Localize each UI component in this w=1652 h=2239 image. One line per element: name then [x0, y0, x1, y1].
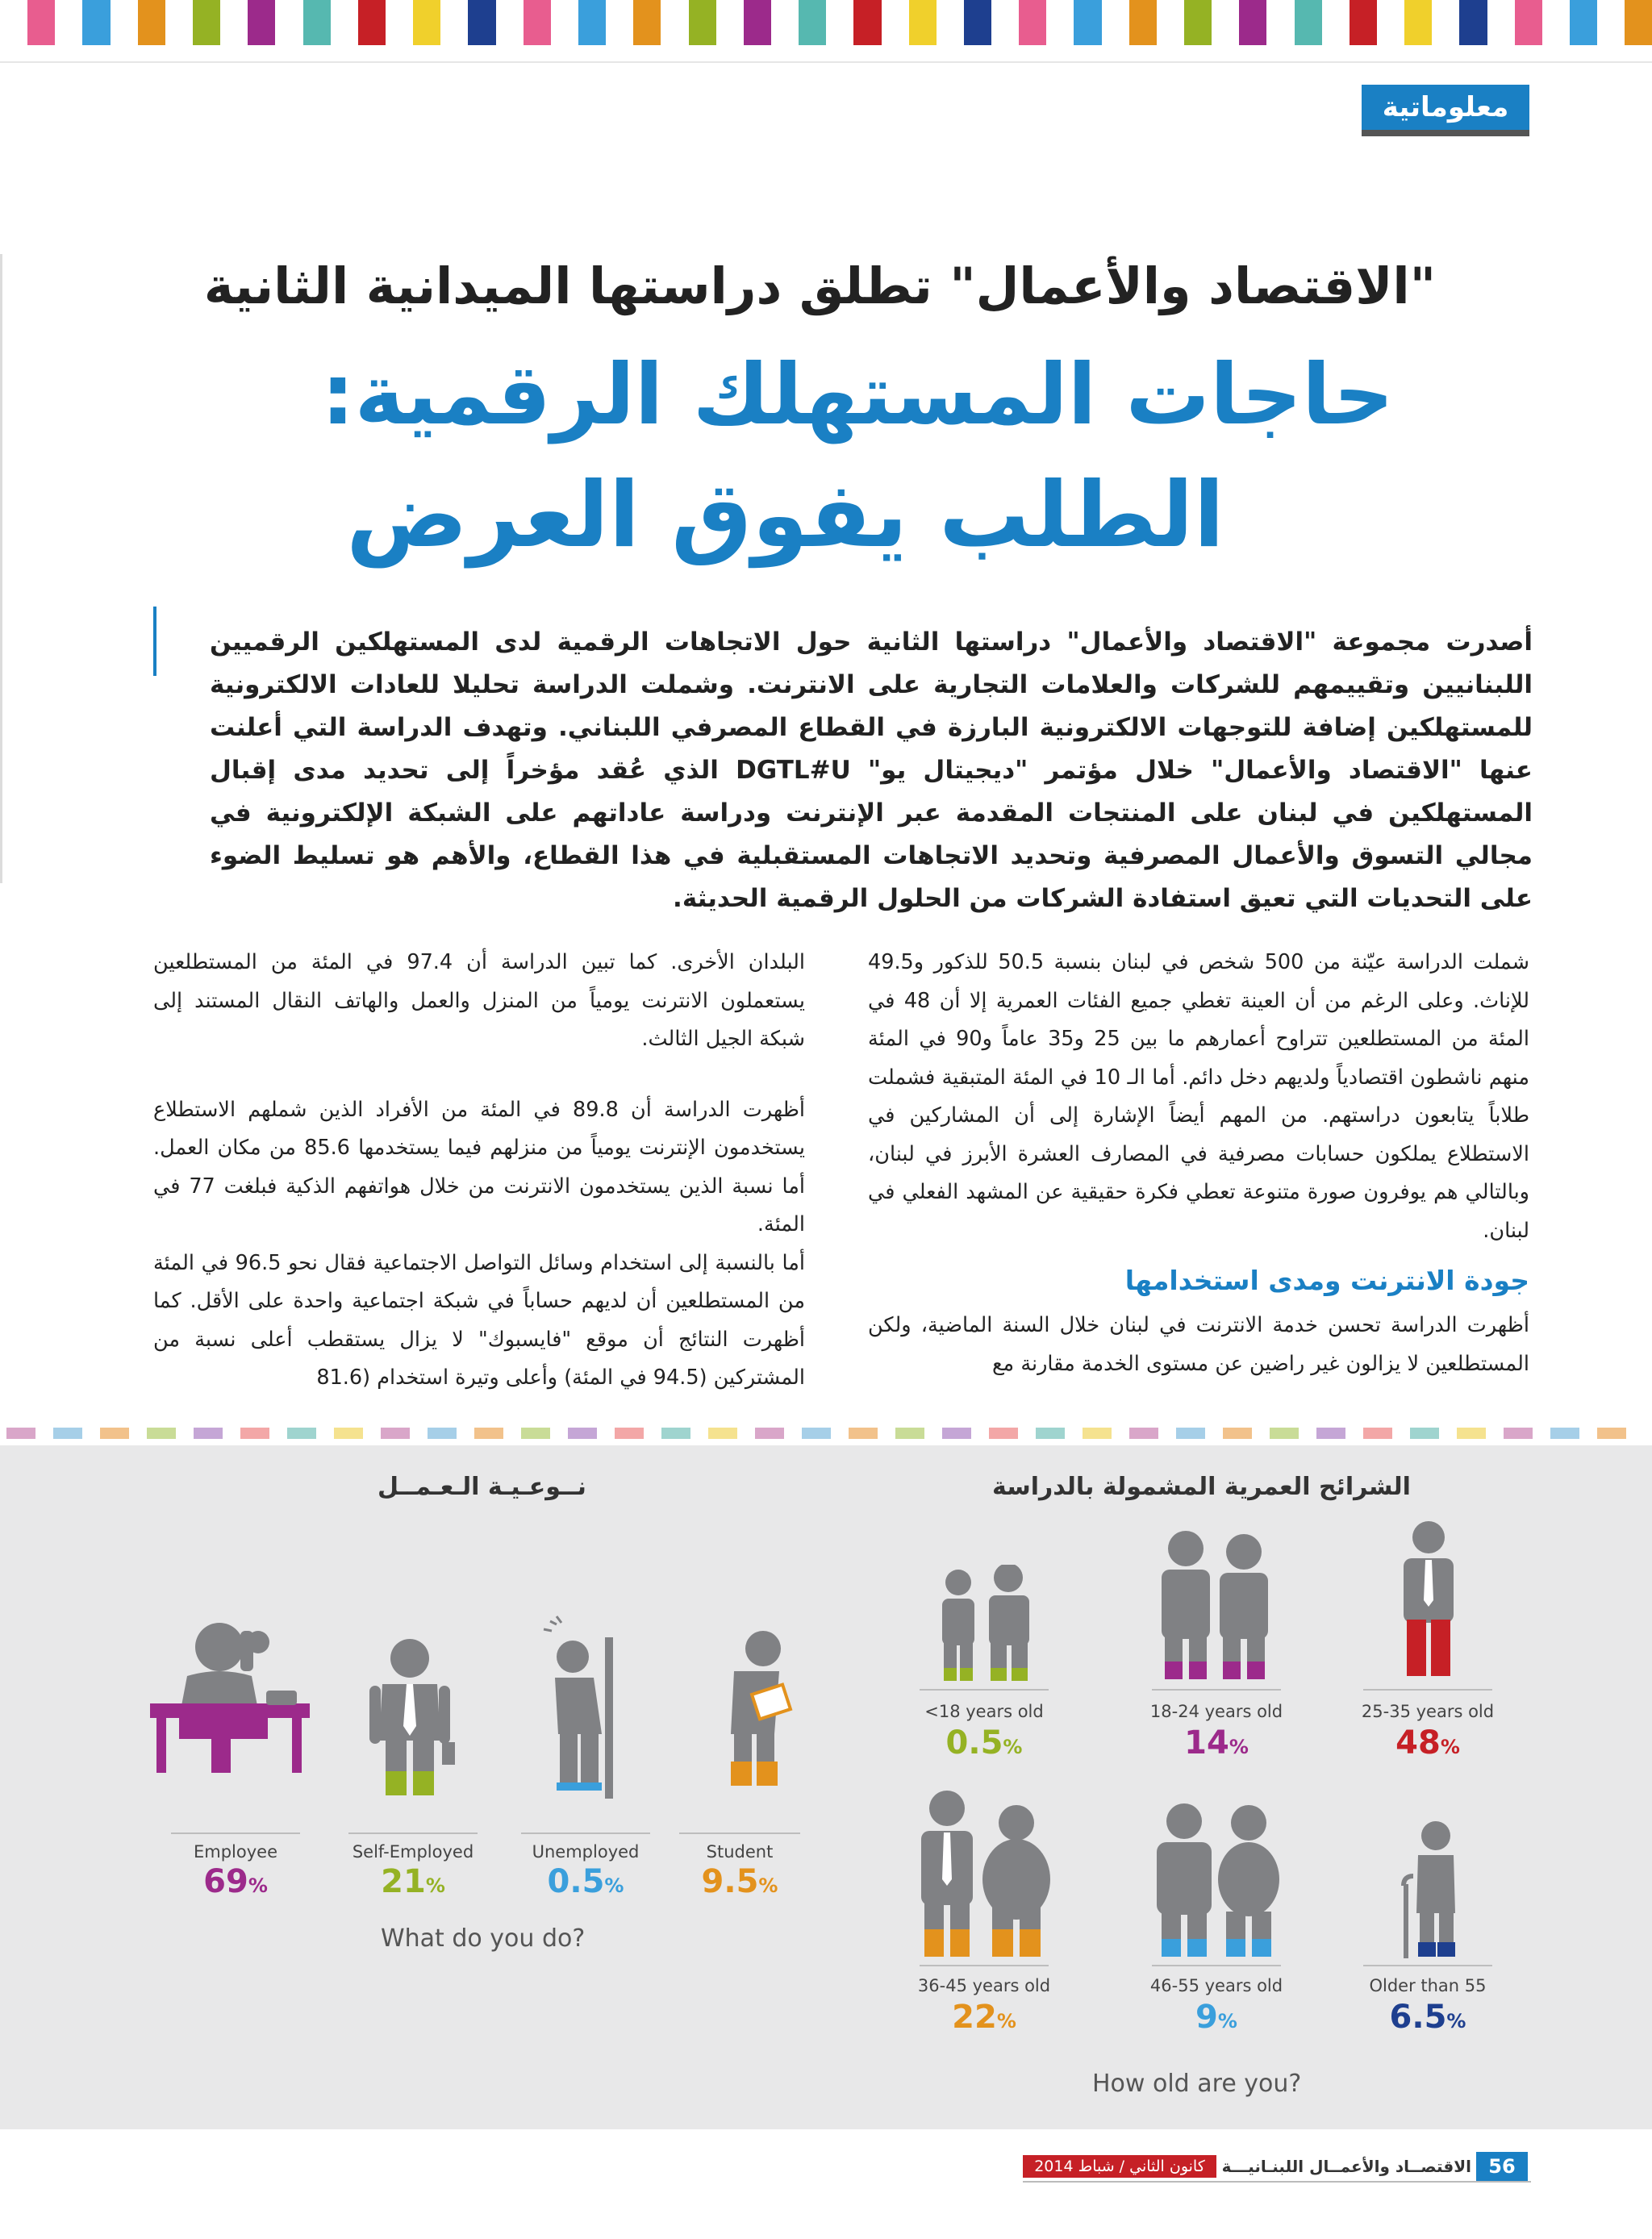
stripe-segment	[1377, 0, 1404, 45]
dash-segment	[1316, 1428, 1345, 1439]
stripe-segment	[853, 0, 881, 45]
figure-baseline	[1152, 1965, 1281, 1966]
stripe-segment	[606, 0, 633, 45]
top-color-stripe	[0, 0, 1652, 45]
work-value-student: 9.5%	[701, 1863, 778, 1900]
paragraph: أظهرت الدراسة أن 89.8 في المئة من الأفراد الذين شملهم الاستطلاع يستخدمون الإنترنت يومياً من منزلهم فيما يستخدمها 85.6 من مكان العمل. أما نسبة الذين يستخدمون الانترنت من خلال هواتفهم الذكية فبلغت 77 في المئة.	[153, 1097, 806, 1236]
dash-segment	[1176, 1428, 1205, 1439]
age-value-36-45: 22%	[952, 1999, 1016, 2036]
older-adults-icon	[1149, 1802, 1286, 1960]
stripe-segment	[82, 0, 110, 45]
work-type-title: نــوعـيـة الـعـمــل	[378, 1473, 586, 1501]
stripe-segment	[909, 0, 937, 45]
stripe-segment	[1404, 0, 1432, 45]
stripe-segment	[1019, 0, 1046, 45]
stripe-segment	[1459, 0, 1487, 45]
dash-segment	[100, 1428, 129, 1439]
dash-segment	[1457, 1428, 1486, 1439]
dash-segment	[1129, 1428, 1158, 1439]
stripe-segment	[716, 0, 744, 45]
dash-segment	[615, 1428, 644, 1439]
dash-segment	[334, 1428, 363, 1439]
article-lead: أصدرت مجموعة "الاقتصاد والأعمال" دراستها الثانية حول الاتجاهات الرقمية لدى المستهلكين الرقميين اللبنانيين وتقييمهم للشركات والعلامات التجارية على الانترنت. وشملت الدراسة تحليلا للعادات الالكترونية للمستهلكين إضافة للتوجهات الالكترونية البارزة في القطاع المصرفي اللبناني. وتهدف الدراسة التي أعلنت عنها "الاقتصاد والأعمال" خلال مؤتمر "ديجيتال يو" DGTL#U الذي عُقد مؤخراً إلى تحديد مدى إقبال المستهلكين في لبنان على المنتجات المقدمة عبر الإنترنت ودراسة عاداتهم على الشبكة الإلكترونية في مجالي التسوق والأعمال المصرفية وتحديد الاتجاهات المستقبلية في هذا القطاع، والأهم هو تسليط الضوء على التحديات التي تعيق استفادة الشركات من الحلول الرقمية الحديثة.	[210, 628, 1533, 913]
stripe-segment	[248, 0, 275, 45]
dash-segment	[942, 1428, 971, 1439]
stripe-segment	[386, 0, 413, 45]
badge-underline	[1362, 130, 1529, 136]
dash-segment	[661, 1428, 690, 1439]
adult-icon	[1392, 1520, 1465, 1681]
dash-segment	[755, 1428, 784, 1439]
stripe-segment	[220, 0, 248, 45]
student-icon	[710, 1629, 799, 1791]
stripe-segment	[1266, 0, 1294, 45]
work-label-employee: Employee	[193, 1842, 277, 1862]
work-value-self-employed: 21%	[381, 1863, 445, 1900]
stripe-segment	[937, 0, 964, 45]
dash-segment	[428, 1428, 457, 1439]
paragraph: أما بالنسبة إلى استخدام وسائل التواصل الاجتماعية فقال نحو 96.5 في المئة من المستطلعين أن لديهم حساباً في شبكة اجتماعية واحدة على الأقل. كما أظهرت النتائج أن موقع "فايسبوك" لا يزال يستقطب أعلى نسبة من المشتركين (94.5 في المئة) وأعلى وتيرة استخدام (81.6	[153, 1250, 805, 1390]
article-title-line2: الطلب يفوق العرض	[346, 463, 1224, 568]
dash-segment	[1410, 1428, 1439, 1439]
stripe-segment	[799, 0, 826, 45]
dash-segment	[568, 1428, 597, 1439]
work-type-question: What do you do?	[381, 1924, 586, 1953]
dash-segment	[147, 1428, 176, 1439]
page-number: 56	[1476, 2152, 1528, 2181]
work-label-student: Student	[706, 1842, 774, 1862]
dash-segment	[6, 1428, 35, 1439]
margin-rule	[0, 254, 2, 883]
stripe-segment	[1542, 0, 1570, 45]
dash-segment	[1270, 1428, 1299, 1439]
stripe-segment	[1212, 0, 1239, 45]
dash-segment	[1083, 1428, 1112, 1439]
age-label-25-35: 25-35 years old	[1361, 1702, 1495, 1721]
stripe-segment	[1487, 0, 1515, 45]
stripe-segment	[193, 0, 220, 45]
stripe-segment	[27, 0, 55, 45]
stripe-segment	[882, 0, 909, 45]
body-column-left	[153, 944, 805, 1398]
stripe-segment	[303, 0, 331, 45]
age-question: How old are you?	[1092, 2070, 1302, 2098]
paragraph: شملت الدراسة عيّنة من 500 شخص في لبنان بنسبة 50.5 للذكور و49.5 للإناث. وعلى الرغم من أن العينة تغطي جميع الفئات العمرية إلا أن 48 في المئة من المستطلعين تتراوح أعمارهم ما بين 25 و35 عاماً و90 في المئة منهم ناشطون اقتصادياً ولديهم دخل دائم. أما الـ 10 في المئة المتبقية فشملت طلاباً يتابعون دراستهم. من المهم أيضاً الإشارة إلى أن المشاركين في الاستطلاع يملكون حسابات مصرفية في المصارف العشرة الأبرز في لبنان، وبالتالي هم يوفرون صورة متنوعة تعطي فكرة حقيقية عن المشهد الفعلي في لبنان.	[868, 950, 1529, 1243]
stripe-segment	[1239, 0, 1266, 45]
stripe-segment	[468, 0, 495, 45]
stripe-segment	[1432, 0, 1459, 45]
dash-segment	[194, 1428, 223, 1439]
stripe-segment	[275, 0, 302, 45]
stripe-segment	[578, 0, 606, 45]
dash-segment	[53, 1428, 82, 1439]
article-title-line1: حاجات المستهلك الرقمية:	[321, 345, 1394, 444]
work-value-employee: 69%	[203, 1863, 268, 1900]
employee-icon	[145, 1613, 315, 1782]
work-label-self-employed: Self-Employed	[352, 1842, 474, 1862]
figure-baseline	[679, 1832, 800, 1834]
paragraph: أظهرت الدراسة تحسن خدمة الانترنت في لبنان خلال السنة الماضية، ولكن المستطلعين لا يزالون غير راضين عن مستوى الخدمة مقارنة مع	[868, 1313, 1529, 1376]
age-value-over-55: 6.5%	[1389, 1999, 1466, 2036]
age-value-18-24: 14%	[1184, 1724, 1249, 1762]
age-label-46-55: 46-55 years old	[1149, 1976, 1283, 1995]
figure-baseline	[920, 1965, 1049, 1966]
paragraph: البلدان الأخرى. كما تبين الدراسة أن 97.4 في المئة من المستطلعين يستعملون الانترنت يومياً من المنزل والعمل والهاتف النقال المستند إلى شبكة الجيل الثالث.	[153, 950, 805, 1051]
stripe-segment	[111, 0, 138, 45]
stripe-segment	[1625, 0, 1652, 45]
stripe-segment	[331, 0, 358, 45]
self-employed-icon	[361, 1637, 458, 1799]
dash-segment	[895, 1428, 924, 1439]
dash-segment	[1597, 1428, 1626, 1439]
stripe-segment	[1157, 0, 1184, 45]
stripe-segment	[1184, 0, 1212, 45]
unemployed-icon	[532, 1613, 629, 1799]
stripe-segment	[358, 0, 386, 45]
stripe-segment	[1597, 0, 1625, 45]
dash-segment	[1550, 1428, 1579, 1439]
stripe-segment	[633, 0, 661, 45]
dash-segment	[1363, 1428, 1392, 1439]
stripe-segment	[1046, 0, 1074, 45]
age-value-under-18: 0.5%	[945, 1724, 1023, 1762]
age-label-over-55: Older than 55	[1369, 1976, 1487, 1995]
stripe-segment	[165, 0, 193, 45]
stripe-segment	[991, 0, 1019, 45]
issue-date: كانون الثاني / شباط 2014	[1023, 2155, 1216, 2178]
dash-segment	[989, 1428, 1018, 1439]
body-column-right-continued	[868, 1307, 1529, 1416]
work-label-unemployed: Unemployed	[532, 1842, 640, 1862]
stripe-segment	[1074, 0, 1101, 45]
stripe-segment	[1102, 0, 1129, 45]
article-supertitle: "الاقتصاد والأعمال" تطلق دراستها الميدانية الثانية	[203, 256, 1436, 315]
age-label-under-18: <18 years old	[924, 1702, 1044, 1721]
section-subheading: جودة الانترنت ومدى استخدامها	[1124, 1265, 1529, 1296]
age-value-46-55: 9%	[1195, 1999, 1237, 2036]
dash-segment	[708, 1428, 737, 1439]
dash-segment	[521, 1428, 550, 1439]
dash-segment	[1036, 1428, 1065, 1439]
figure-baseline	[521, 1832, 650, 1834]
dash-segment	[849, 1428, 878, 1439]
stripe-segment	[55, 0, 82, 45]
dash-segment	[1504, 1428, 1533, 1439]
stripe-segment	[661, 0, 688, 45]
dash-segment	[381, 1428, 410, 1439]
stripe-segment	[551, 0, 578, 45]
stripe-segment	[744, 0, 771, 45]
dash-segment	[287, 1428, 316, 1439]
work-value-unemployed: 0.5%	[547, 1863, 624, 1900]
stripe-segment	[1515, 0, 1542, 45]
stripe-segment	[440, 0, 468, 45]
section-badge: معلوماتية	[1362, 85, 1529, 130]
magazine-name: الاقتصــاد والأعمــال اللبنـانيـــة	[1221, 2157, 1471, 2176]
body-column-right	[868, 944, 1529, 1282]
lead-accent-bar	[153, 607, 156, 676]
dash-segment	[240, 1428, 269, 1439]
stripe-segment	[1570, 0, 1597, 45]
stripe-segment	[138, 0, 165, 45]
dash-segment	[1223, 1428, 1252, 1439]
age-label-36-45: 36-45 years old	[917, 1976, 1051, 1995]
young-adults-icon	[1152, 1529, 1281, 1682]
age-label-18-24: 18-24 years old	[1149, 1702, 1283, 1721]
middle-aged-icon	[912, 1791, 1057, 1960]
stripe-segment	[1295, 0, 1322, 45]
figure-baseline	[920, 1689, 1049, 1691]
figure-baseline	[1363, 1689, 1492, 1691]
figure-baseline	[171, 1832, 300, 1834]
figure-baseline	[1152, 1689, 1281, 1691]
dash-segment	[474, 1428, 503, 1439]
age-value-25-35: 48%	[1395, 1724, 1460, 1762]
color-dash-separator	[0, 1428, 1652, 1439]
age-groups-title: الشرائح العمرية المشمولة بالدراسة	[992, 1473, 1411, 1501]
figure-baseline	[1363, 1965, 1492, 1966]
stripe-segment	[771, 0, 799, 45]
divider	[0, 61, 1652, 63]
children-icon	[928, 1565, 1041, 1686]
dash-segment	[802, 1428, 831, 1439]
stripe-segment	[1129, 0, 1157, 45]
stripe-segment	[689, 0, 716, 45]
stripe-segment	[496, 0, 524, 45]
stripe-segment	[826, 0, 853, 45]
stripe-segment	[0, 0, 27, 45]
stripe-segment	[1322, 0, 1350, 45]
figure-baseline	[348, 1832, 478, 1834]
stripe-segment	[524, 0, 551, 45]
footer-rule	[1023, 2181, 1531, 2183]
elderly-icon	[1397, 1820, 1470, 1962]
stripe-segment	[1350, 0, 1377, 45]
stripe-segment	[964, 0, 991, 45]
stripe-segment	[413, 0, 440, 45]
